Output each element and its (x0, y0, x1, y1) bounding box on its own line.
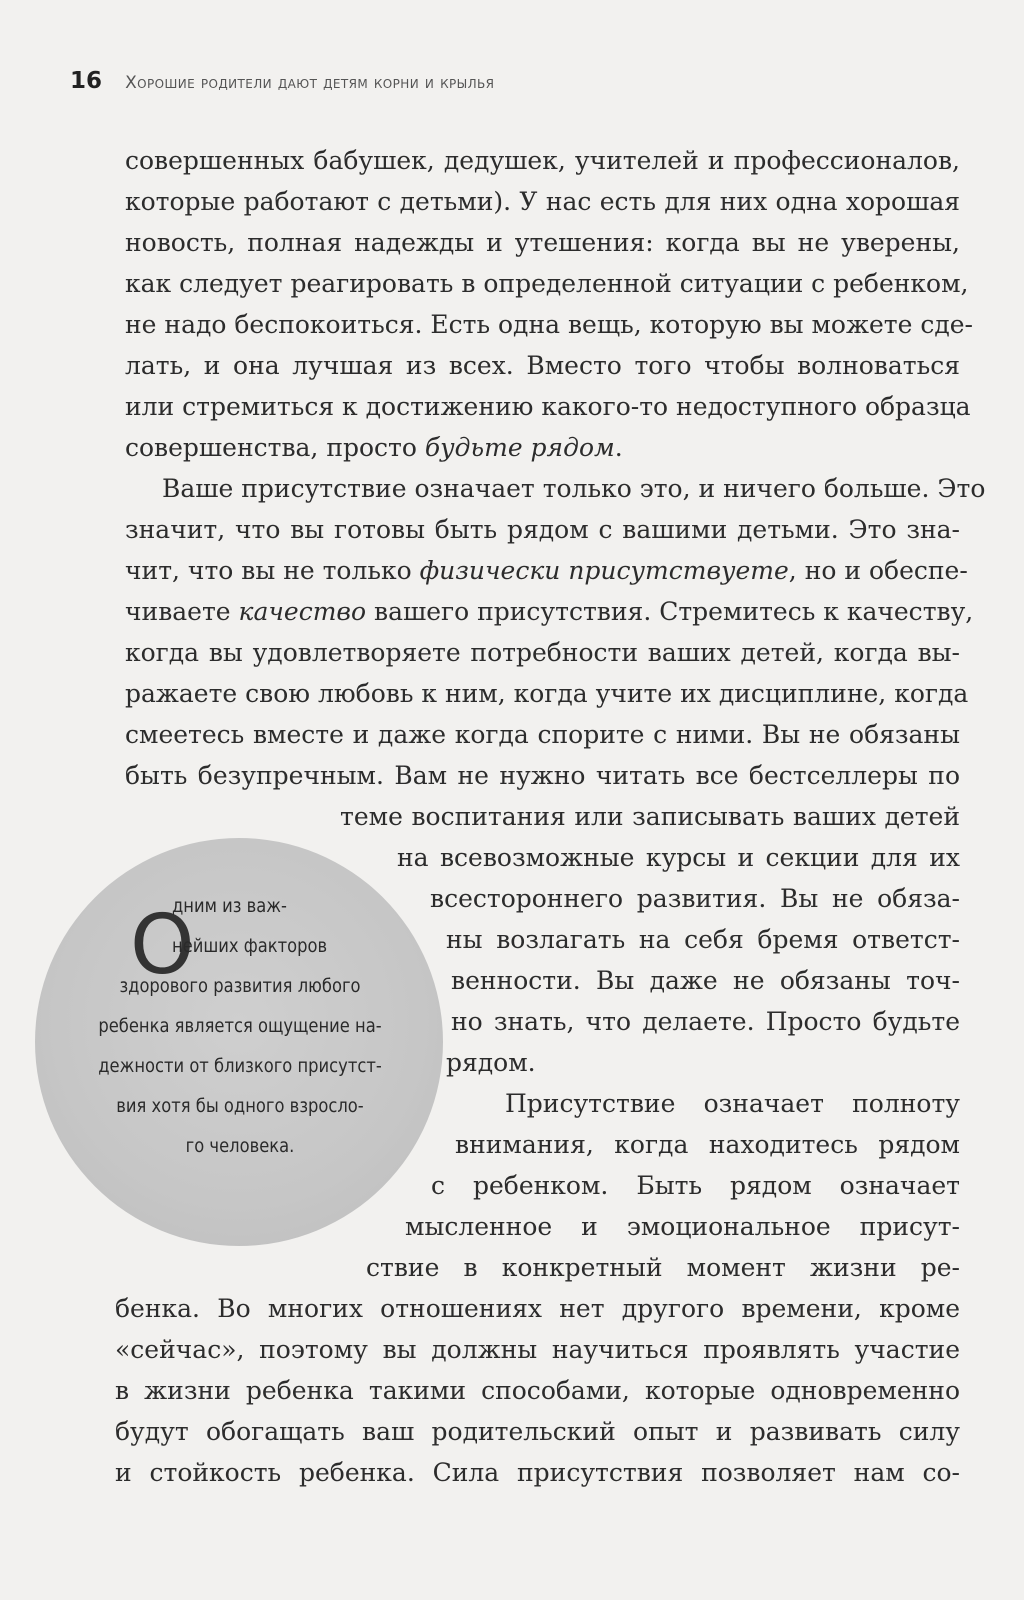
body-line: ражаете свою любовь к ним, когда учите их дисциплине, когда (125, 679, 969, 708)
body-line: или стремиться к достижению какого-то недоступного образца (125, 392, 971, 421)
body-line: которые работают с детьми). У нас есть для них одна хорошая (125, 187, 960, 216)
body-line: ствие в конкретный момент жизни ре- (366, 1253, 960, 1282)
pull-quote-line: здорового развития любого (119, 975, 361, 997)
pull-quote-line: дежности от близкого присутст- (98, 1055, 382, 1077)
body-line: ны возлагать на себя бремя ответст- (446, 925, 960, 954)
pull-quote-line: нейших факторов (172, 935, 328, 957)
body-line: Присутствие означает полноту (505, 1089, 960, 1118)
body-line: будут обогащать ваш родительский опыт и развивать силу (115, 1417, 960, 1446)
running-title: Хорошие родители дают детям корни и крылья (125, 73, 495, 93)
body-line: теме воспитания или записывать ваших детей (340, 802, 960, 831)
body-line: лать, и она лучшая из всех. Вместо того чтобы волноваться (125, 351, 960, 380)
body-line: но знать, что делаете. Просто будьте (451, 1007, 960, 1036)
body-line: мысленное и эмоциональное присут- (405, 1212, 960, 1241)
body-line: значит, что вы готовы быть рядом с вашими детьми. Это зна- (125, 515, 960, 544)
body-line: чиваете качество вашего присутствия. Стремитесь к качеству, (125, 597, 974, 626)
body-line: на всевозможные курсы и секции для их (397, 843, 960, 872)
body-line: бенка. Во многих отношениях нет другого времени, кроме (115, 1294, 960, 1323)
pull-quote-line: дним из важ- (172, 895, 287, 917)
running-header (70, 68, 494, 94)
body-line: внимания, когда находитесь рядом (455, 1130, 960, 1159)
body-line: быть безупречным. Вам не нужно читать все бестселлеры по (125, 761, 960, 790)
emphasis: будьте рядом (424, 433, 615, 462)
body-line: совершенных бабушек, дедушек, учителей и профессионалов, (125, 146, 960, 175)
pull-quote-dropcap: О (130, 898, 195, 993)
emphasis: физически присутствуете (419, 556, 789, 585)
pull-quote-line: го человека. (185, 1135, 295, 1157)
body-line: «сейчас», поэтому вы должны научиться проявлять участие (115, 1335, 960, 1364)
body-line: когда вы удовлетворяете потребности ваших детей, когда вы- (125, 638, 960, 667)
body-line: совершенства, просто будьте рядом. (125, 433, 623, 462)
body-line: рядом. (446, 1048, 536, 1077)
pull-quote-line: вия хотя бы одного взросло- (116, 1095, 364, 1117)
body-line: с ребенком. Быть рядом означает (431, 1171, 960, 1200)
body-line: венности. Вы даже не обязаны точ- (451, 966, 960, 995)
body-line: как следует реагировать в определенной ситуации с ребенком, (125, 269, 969, 298)
body-line: не надо беспокоиться. Есть одна вещь, которую вы можете сде- (125, 310, 973, 339)
body-line: Ваше присутствие означает только это, и ничего больше. Это (162, 474, 986, 503)
body-line: новость, полная надежды и утешения: когда вы не уверены, (125, 228, 960, 257)
body-line: в жизни ребенка такими способами, которые одновременно (115, 1376, 960, 1405)
body-line: всестороннего развития. Вы не обяза- (430, 884, 960, 913)
page-number: 16 (70, 68, 103, 94)
body-line: смеетесь вместе и даже когда спорите с ними. Вы не обязаны (125, 720, 960, 749)
body-line: чит, что вы не только физически присутствуете, но и обеспе- (125, 556, 968, 585)
emphasis: качество (238, 597, 367, 626)
pull-quote-line: ребенка является ощущение на- (98, 1015, 382, 1037)
body-line: и стойкость ребенка. Сила присутствия позволяет нам со- (115, 1458, 960, 1487)
